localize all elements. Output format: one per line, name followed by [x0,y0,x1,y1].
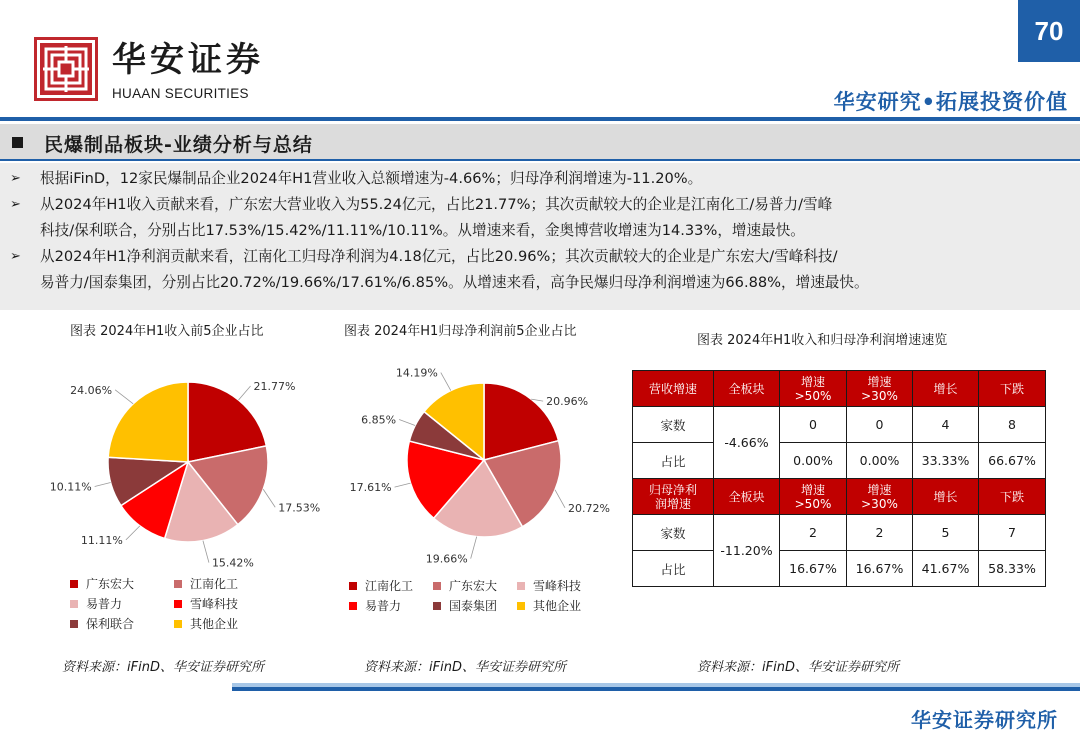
legend-swatch [517,582,525,590]
table-cell: 4 [913,407,979,443]
table-caption: 图表 2024年H1收入和归母净利润增速速览 [697,333,948,348]
legend-label: 江南化工 [365,579,414,593]
table-cell: 33.33% [913,443,979,479]
table-header-cell: 增速 >30% [847,371,913,407]
summary-block [0,163,1080,310]
summary-text: 从2024年H1净利润贡献来看，江南化工归母净利润为4.18亿元，占比20.96%；其次贡献较大的企业是广东宏大/雪峰科技/ 易普力/国泰集团，分别占比20.72%/19.66%/17.61%/6.85%。从增速来看，高争民爆归母净利润增速为66.88%，增速最快。 [40,248,869,291]
legend-item [174,575,278,592]
logo-name-cn: 华安证券 [112,40,264,80]
legend-swatch [349,582,357,590]
table-cell: 0.00% [847,443,913,479]
revenue-pie-legend [70,575,278,632]
table-header-cell: 增速 >50% [780,479,847,515]
header-tagline: 华安研究•拓展投资价值 [833,90,1068,114]
arrow-bullet-icon: ➢ [10,197,21,212]
legend-label: 雪峰科技 [533,579,582,593]
logo-name-en: HUAAN SECURITIES [112,86,249,101]
table-cell: 0 [780,407,847,443]
legend-label: 江南化工 [190,577,239,591]
table-header-row [633,371,1046,407]
pie-data-label: 17.53% [278,501,321,515]
pie-data-label: 19.66% [425,552,468,566]
legend-swatch [517,602,525,610]
legend-label: 其他企业 [533,599,582,613]
chart2-source: 资料来源：iFinD、华安证券研究所 [364,660,566,675]
pie-data-label: 20.72% [568,501,610,515]
arrow-bullet-icon: ➢ [10,171,21,186]
table-cell: 8 [979,407,1046,443]
legend-swatch [174,620,182,628]
table-header-cell: 增长 [913,371,979,407]
table-board-growth-cell: -4.66% [714,407,780,479]
pie-leader-line [263,489,275,507]
chart1-caption: 图表 2024年H1收入前5企业占比 [70,324,264,339]
legend-item [517,597,601,614]
pie-leader-line [203,541,209,563]
legend-item [70,575,174,592]
pie-leader-line [395,483,411,487]
table-cell: 2 [847,515,913,551]
footer-brand: 华安证券研究所 [911,708,1058,732]
legend-item [517,577,601,594]
pie-leader-line [126,526,140,540]
table-header-cell: 全板块 [714,479,780,515]
legend-label: 雪峰科技 [190,597,239,611]
summary-bullet [10,192,1066,244]
summary-bullet [10,166,1066,192]
table-header-cell: 下跌 [979,479,1046,515]
legend-label: 其他企业 [190,617,239,631]
summary-text: 从2024年H1收入贡献来看，广东宏大营业收入为55.24亿元，占比21.77%；其次贡献较大的企业是江南化工/易普力/雪峰 科技/保利联合，分别占比17.53%/15.42%/11.11%/10.11%。从增速来看，金奥博营收增速为14.33%，增速最快。 [40,196,833,239]
table-row [633,443,1046,479]
legend-item [433,597,517,614]
revenue-share-pie-chart [40,358,330,568]
section-title: 民爆制品板块-业绩分析与总结 [44,134,313,156]
profit-share-pie-chart [330,358,620,568]
table-cell: 41.67% [913,551,979,587]
table-header-cell: 下跌 [979,371,1046,407]
legend-item [174,615,278,632]
page-number: 70 [1018,0,1080,62]
profit-pie-legend [349,577,601,614]
header-divider [0,117,1080,121]
table-header-cell: 营收增速 [633,371,714,407]
pie-data-label: 6.85% [361,413,397,427]
legend-label: 易普力 [86,597,123,611]
pie-data-label: 11.11% [80,533,123,547]
table-cell: 66.67% [979,443,1046,479]
legend-label: 广东宏大 [449,579,498,593]
table-cell: 16.67% [780,551,847,587]
table-row-label: 家数 [633,515,714,551]
pie-data-label: 14.19% [395,366,438,380]
logo-emblem-icon [37,40,95,98]
legend-swatch [70,600,78,608]
legend-label: 易普力 [365,599,402,613]
pie-data-label: 15.42% [211,556,254,570]
pie-leader-line [471,537,477,559]
table-header-cell: 归母净利 润增速 [633,479,714,515]
pie-data-label: 21.77% [253,379,296,393]
legend-swatch [433,602,441,610]
table-header-cell: 增长 [913,479,979,515]
pie-data-label: 10.11% [49,480,92,494]
section-header [0,124,1080,161]
pie-leader-line [239,386,251,400]
table-cell: 0.00% [780,443,847,479]
pie-data-label: 20.96% [546,395,589,409]
table-row [633,515,1046,551]
table-row-label: 占比 [633,551,714,587]
pie-leader-line [95,482,111,486]
pie-leader-line [115,390,133,404]
table-row [633,407,1046,443]
legend-item [70,615,174,632]
chart1-source: 资料来源：iFinD、华安证券研究所 [62,660,264,675]
table-cell: 7 [979,515,1046,551]
legend-label: 保利联合 [86,617,135,631]
table-row-label: 家数 [633,407,714,443]
legend-item [433,577,517,594]
legend-swatch [174,580,182,588]
table-board-growth-cell: -11.20% [714,515,780,587]
table-row-label: 占比 [633,443,714,479]
table-cell: 0 [847,407,913,443]
pie-data-label: 24.06% [70,383,113,397]
table-header-cell: 增速 >50% [780,371,847,407]
table-header-cell: 全板块 [714,371,780,407]
legend-item [349,597,433,614]
table-cell: 2 [780,515,847,551]
table-header-row [633,479,1046,515]
legend-label: 广东宏大 [86,577,135,591]
chart2-caption: 图表 2024年H1归母净利润前5企业占比 [344,324,577,339]
pie-leader-line [399,420,415,426]
pie-leader-line [441,373,451,391]
summary-text: 根据iFinD，12家民爆制品企业2024年H1营业收入总额增速为-4.66%；归母净利润增速为-11.20%。 [40,170,703,187]
logo-mark [34,37,98,101]
summary-bullet [10,244,1066,296]
table-cell: 58.33% [979,551,1046,587]
legend-swatch [70,620,78,628]
table-source: 资料来源：iFinD、华安证券研究所 [697,660,899,675]
legend-swatch [349,602,357,610]
legend-swatch [433,582,441,590]
table-cell: 5 [913,515,979,551]
square-bullet-icon [12,137,23,148]
legend-item [349,577,433,594]
table-row [633,551,1046,587]
legend-swatch [174,600,182,608]
arrow-bullet-icon: ➢ [10,249,21,264]
table-header-cell: 增速 >30% [847,479,913,515]
table-cell: 16.67% [847,551,913,587]
legend-item [174,595,278,612]
legend-swatch [70,580,78,588]
legend-label: 国泰集团 [449,599,498,613]
footer-divider [232,687,1080,691]
growth-overview-table [632,370,1046,587]
pie-leader-line [555,490,565,508]
logo-text [112,40,264,101]
legend-item [70,595,174,612]
pie-data-label: 17.61% [349,481,392,495]
